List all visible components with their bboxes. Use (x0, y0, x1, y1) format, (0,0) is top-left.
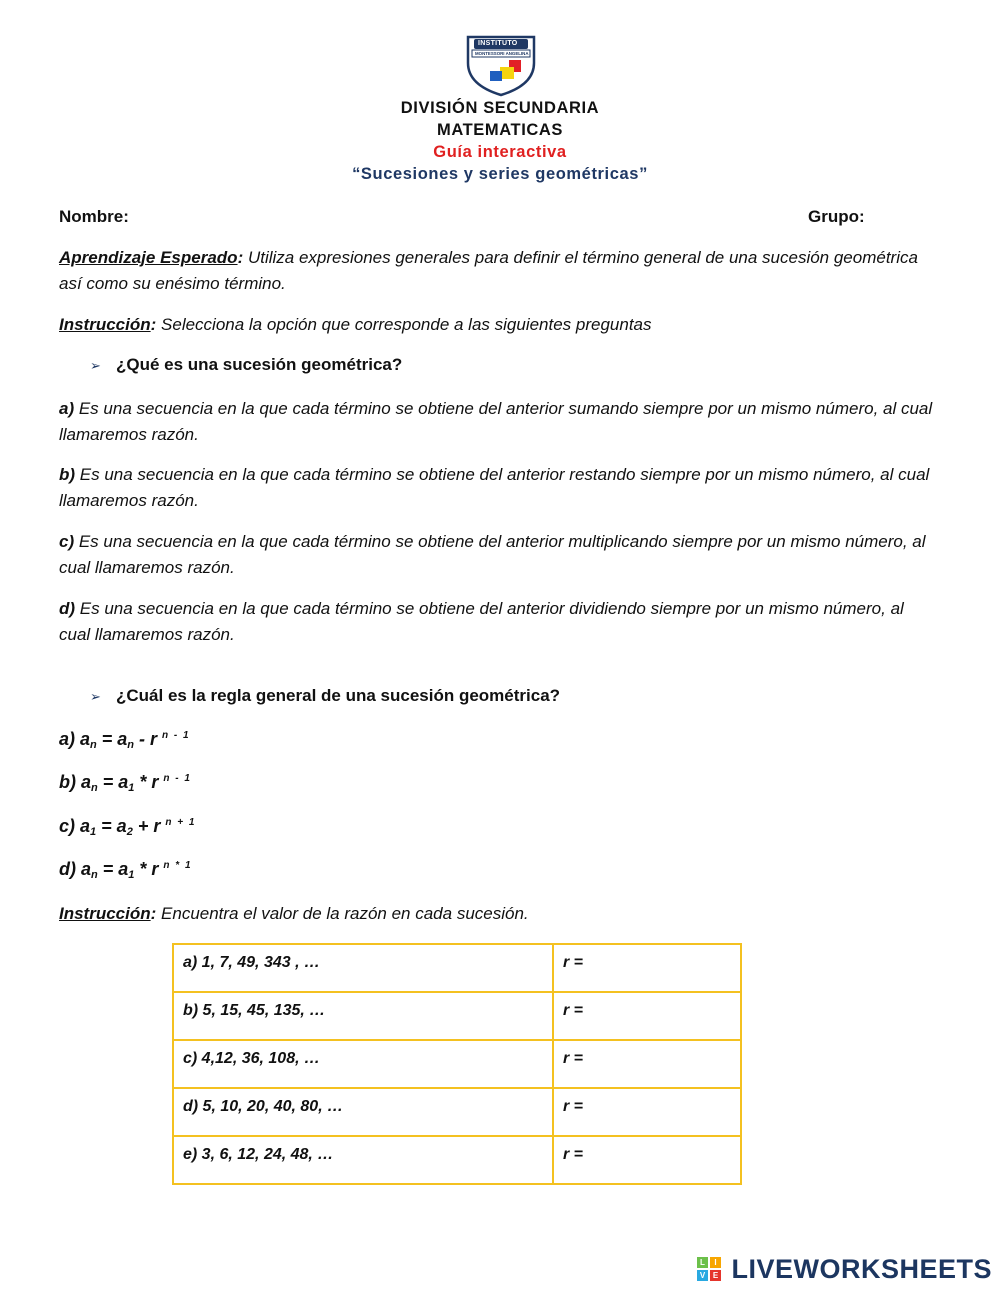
formula-part: = a (96, 729, 128, 749)
arrow-bullet-icon: ➢ (90, 358, 101, 373)
option-text: Es una secuencia en la que cada término se obtiene del anterior sumando siempre por un mismo número, al cual llamaremos razón. (59, 399, 933, 444)
formula-part: = a (97, 772, 129, 792)
question-1-text: ¿Qué es una sucesión geométrica? (116, 355, 403, 374)
learning-label: Aprendizaje Esperado (59, 248, 238, 267)
q2-option-a[interactable] (59, 729, 190, 751)
q1-option-a[interactable] (59, 396, 939, 448)
guide-heading: Guía interactiva (433, 143, 567, 161)
topic-heading: “Sucesiones y series geométricas” (352, 165, 648, 183)
option-letter: d) (59, 599, 76, 618)
instruction-1 (59, 312, 939, 338)
name-label: Nombre: (59, 207, 129, 226)
q2-option-b[interactable] (59, 772, 191, 794)
formula-subscript: n (127, 739, 135, 751)
q1-option-c[interactable] (59, 529, 939, 581)
q1-option-b[interactable] (59, 462, 939, 514)
table-row (173, 944, 741, 992)
ratio-table (172, 943, 742, 1185)
logo-tile: E (710, 1270, 721, 1281)
sequence-cell: a) 1, 7, 49, 343 , … (173, 944, 553, 992)
q2-option-d[interactable] (59, 859, 192, 881)
q1-option-d[interactable] (59, 596, 939, 648)
formula-exponent: n - 1 (163, 773, 192, 784)
brand-wordmark[interactable]: LIVEWORKSHEETS (731, 1254, 992, 1284)
formula-subscript: 2 (126, 826, 133, 838)
ratio-answer-cell[interactable]: r = (553, 992, 741, 1040)
school-logo (464, 33, 538, 97)
formula-part: + r (132, 816, 166, 836)
sequence-cell: e) 3, 6, 12, 24, 48, … (173, 1136, 553, 1184)
table-row (173, 1088, 741, 1136)
table-row (173, 992, 741, 1040)
formula-part: = a (96, 816, 127, 836)
learning-text: Utiliza expresiones generales para definir el término general de una sucesión geométrica así como su enésimo término. (59, 248, 918, 293)
ratio-answer-cell[interactable]: r = (553, 1040, 741, 1088)
formula-subscript: n (91, 782, 98, 794)
formula-part: = a (97, 859, 129, 879)
option-letter: a) (59, 399, 75, 418)
logo-tile: L (697, 1257, 708, 1268)
formula-part: - r (134, 729, 163, 749)
formula-part: a) a (59, 729, 91, 749)
question-2 (90, 686, 560, 706)
subject-heading: MATEMATICAS (436, 121, 564, 139)
q2-option-c[interactable] (59, 816, 196, 838)
option-text: Es una secuencia en la que cada término se obtiene del anterior dividiendo siempre por un mismo número, al cual llamaremos razón. (59, 599, 904, 644)
instruction-1-text: Selecciona la opción que corresponde a las siguientes preguntas (156, 315, 652, 334)
table-row (173, 1136, 741, 1184)
formula-part: * r (134, 859, 164, 879)
option-text: Es una secuencia en la que cada término se obtiene del anterior restando siempre por un mismo número, al cual llamaremos razón. (59, 465, 930, 510)
ratio-answer-cell[interactable]: r = (553, 944, 741, 992)
arrow-bullet-icon: ➢ (90, 689, 101, 704)
logo-tile: I (710, 1257, 721, 1268)
instruction-2 (59, 901, 939, 927)
option-letter: c) (59, 532, 75, 551)
ratio-answer-cell[interactable]: r = (553, 1088, 741, 1136)
liveworksheets-logo-icon (697, 1257, 721, 1281)
formula-subscript: n (91, 869, 98, 881)
sequence-cell: d) 5, 10, 20, 40, 80, … (173, 1088, 553, 1136)
sequence-cell: b) 5, 15, 45, 135, … (173, 992, 553, 1040)
ratio-answer-cell[interactable]: r = (553, 1136, 741, 1184)
logo-text-top: INSTITUTO (478, 40, 518, 47)
formula-subscript: 1 (90, 826, 97, 838)
formula-subscript: 1 (128, 782, 135, 794)
group-label: Grupo: (808, 207, 865, 226)
option-text: Es una secuencia en la que cada término se obtiene del anterior multiplicando siempre por un mismo número, al cual llamaremos razón. (59, 532, 926, 577)
learning-objective (59, 245, 939, 297)
formula-subscript: n (90, 739, 97, 751)
instruction-1-colon: : (150, 315, 157, 334)
sequence-cell: c) 4,12, 36, 108, … (173, 1040, 553, 1088)
logo-tile: V (697, 1270, 708, 1281)
formula-part: c) a (59, 816, 91, 836)
table-row (173, 1040, 741, 1088)
formula-exponent: n * 1 (163, 860, 193, 871)
instruction-1-label: Instrucción (59, 315, 151, 334)
formula-part: b) a (59, 772, 92, 792)
question-2-text: ¿Cuál es la regla general de una sucesión geométrica? (116, 686, 561, 705)
instruction-2-label: Instrucción (59, 904, 151, 923)
formula-exponent: n + 1 (165, 817, 196, 828)
division-heading: DIVISIÓN SECUNDARIA (400, 99, 600, 117)
formula-part: * r (134, 772, 164, 792)
instruction-2-colon: : (150, 904, 157, 923)
question-1 (90, 355, 402, 375)
learning-colon: : (237, 248, 244, 267)
option-letter: b) (59, 465, 76, 484)
logo-text-bottom: MONTESSORI ANGELINA (475, 51, 529, 56)
formula-part: d) a (59, 859, 92, 879)
formula-subscript: 1 (128, 869, 135, 881)
instruction-2-text: Encuentra el valor de la razón en cada sucesión. (156, 904, 529, 923)
formula-exponent: n - 1 (162, 730, 191, 741)
